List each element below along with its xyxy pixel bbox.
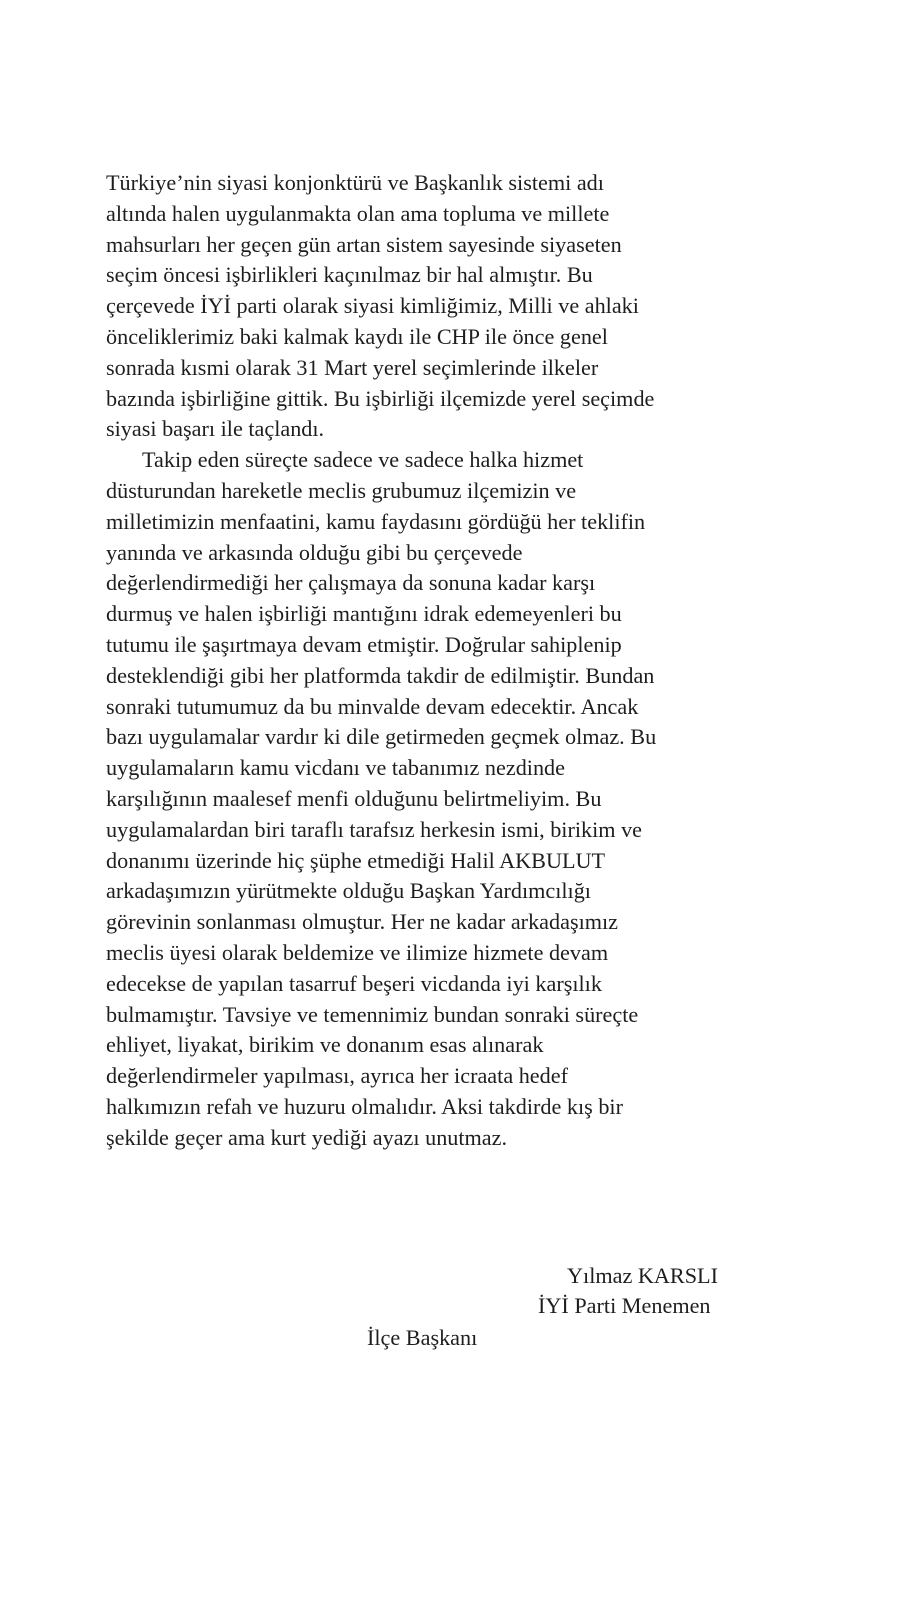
letter-body <box>106 168 806 1154</box>
text-line: düsturundan hareketle meclis grubumuz ilçemizin ve <box>106 477 577 503</box>
text-line: edecekse de yapılan tasarruf beşeri vicdanda iyi karşılık <box>106 970 602 996</box>
text-line: çerçevede İYİ parti olarak siyasi kimliğimiz, Milli ve ahlaki <box>106 293 639 319</box>
text-line: değerlendirmediği her çalışmaya da sonuna kadar karşı <box>106 570 596 596</box>
text-line: sonrada kısmi olarak 31 Mart yerel seçimlerinde ilkeler <box>106 354 599 380</box>
text-line: halkımızın refah ve huzuru olmalıdır. Aksi takdirde kış bir <box>106 1093 623 1119</box>
text-line: meclis üyesi olarak beldemize ve ilimize hizmete devam <box>106 939 609 965</box>
signature-name: Yılmaz KARSLI <box>567 1263 718 1288</box>
text-line: bulmamıştır. Tavsiye ve temennimiz bundan sonraki süreçte <box>106 1001 639 1027</box>
text-line: uygulamaların kamu vicdanı ve tabanımız nezdinde <box>106 755 565 781</box>
text-line: önceliklerimiz baki kalmak kaydı ile CHP ile önce genel <box>106 323 608 349</box>
text-line: siyasi başarı ile taçlandı. <box>106 416 325 442</box>
text-line: görevinin sonlanması olmuştur. Her ne kadar arkadaşımız <box>106 909 619 935</box>
paragraph <box>106 445 806 1153</box>
text-line: karşılığının maalesef menfi olduğunu belirtmeliyim. Bu <box>106 785 602 811</box>
paragraph <box>106 168 806 445</box>
text-line: arkadaşımızın yürütmekte olduğu Başkan Yardımcılığı <box>106 878 591 904</box>
text-line: desteklendiği gibi her platformda takdir de edilmiştir. Bundan <box>106 662 655 688</box>
text-line: sonraki tutumumuz da bu minvalde devam edecektir. Ancak <box>106 693 639 719</box>
text-line: Takip eden süreçte sadece ve sadece halka hizmet <box>142 447 584 473</box>
text-line: uygulamalardan biri taraflı tarafsız herkesin ismi, birikim ve <box>106 816 643 842</box>
text-line: ehliyet, liyakat, birikim ve donanım esas alınarak <box>106 1032 544 1058</box>
text-line: mahsurları her geçen gün artan sistem sayesinde siyaseten <box>106 231 622 257</box>
text-line: yanında ve arkasında olduğu gibi bu çerçevede <box>106 539 523 565</box>
text-line: altında halen uygulanmakta olan ama topluma ve millete <box>106 200 610 226</box>
signature-party: İYİ Parti Menemen <box>538 1293 711 1318</box>
text-line: şekilde geçer ama kurt yediği ayazı unutmaz. <box>106 1124 508 1150</box>
text-line: değerlendirmeler yapılması, ayrıca her icraata hedef <box>106 1063 568 1089</box>
text-line: bazı uygulamalar vardır ki dile getirmeden geçmek olmaz. Bu <box>106 724 657 750</box>
text-line: bazında işbirliğine gittik. Bu işbirliği ilçemizde yerel seçimde <box>106 385 655 411</box>
text-line: donanımı üzerinde hiç şüphe etmediği Halil AKBULUT <box>106 847 606 873</box>
text-line: seçim öncesi işbirlikleri kaçınılmaz bir hal almıştır. Bu <box>106 262 593 288</box>
text-line: tutumu ile şaşırtmaya devam etmiştir. Doğrular sahiplenip <box>106 631 622 657</box>
text-line: durmuş ve halen işbirliği mantığını idrak edemeyenleri bu <box>106 601 622 627</box>
signature-title: İlçe Başkanı <box>367 1325 478 1350</box>
text-line: milletimizin menfaatini, kamu faydasını gördüğü her teklifin <box>106 508 646 534</box>
text-line: Türkiye’nin siyasi konjonktürü ve Başkanlık sistemi adı <box>106 170 604 195</box>
